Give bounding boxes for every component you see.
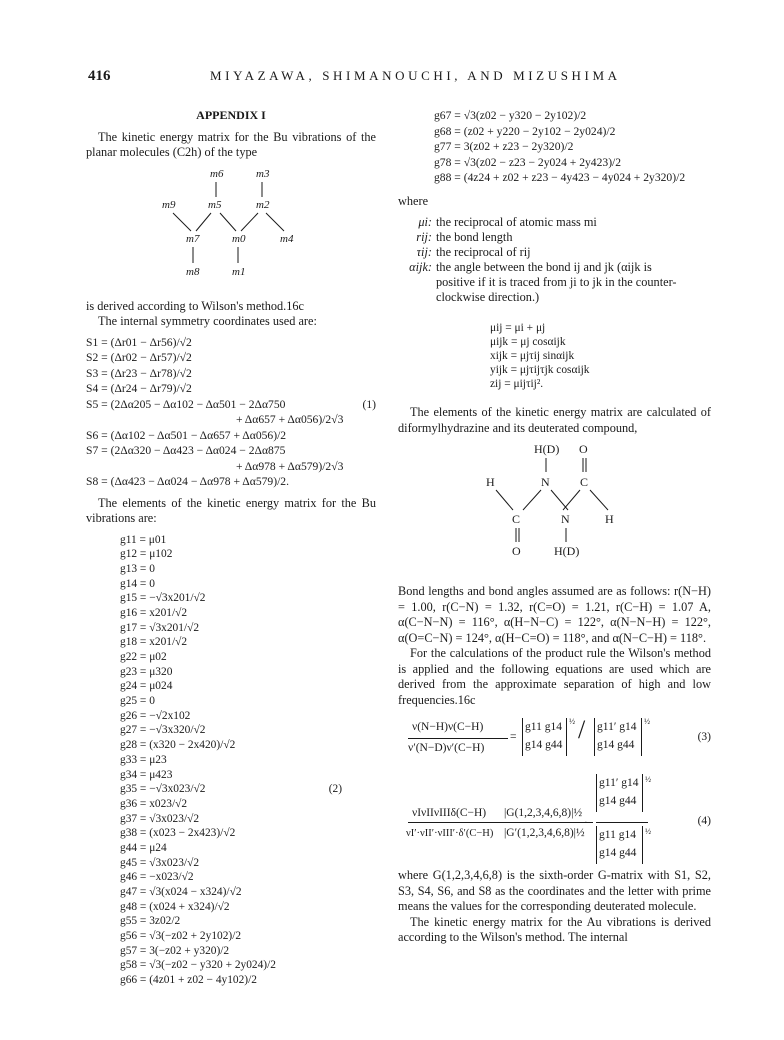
matrix-row: g11′ g14	[597, 721, 637, 733]
matrix-row: g14 g44	[597, 739, 635, 751]
g-element	[120, 782, 376, 797]
g-element: g13 = 0	[120, 562, 155, 575]
g-element: g22 = μ02	[120, 651, 167, 663]
equation-line: S4 = (Δr24 − Δr79)/√2	[86, 382, 192, 395]
definition-text: the angle between the bond ij and jk (αijk is	[436, 260, 652, 274]
g-element: g25 = 0	[120, 695, 155, 708]
atom-m9: m9	[162, 198, 176, 211]
equation-number: (2)	[328, 783, 342, 796]
definition-text: the bond length	[436, 230, 513, 244]
atom-m2: m2	[256, 198, 270, 211]
diformylhydrazine-diagram	[398, 440, 711, 578]
g-element: g68 = (z02 + y220 − 2y102 − 2y024)/2	[434, 124, 616, 138]
g-element: g56 = √3(−z02 + 2y102)/2	[120, 930, 242, 943]
mu-relations	[398, 321, 711, 391]
appendix-title: APPENDIX I	[196, 108, 266, 122]
definition	[398, 275, 711, 290]
determinant-bar	[642, 774, 643, 812]
exponent: ½	[645, 827, 651, 836]
equation-line: S8 = (Δα423 − Δα024 − Δα978 + Δα579)/2.	[86, 475, 289, 488]
g-element: g88 = (4z24 + z02 + z23 − 4y423 − 4y024 + 2y320)/2	[434, 171, 686, 184]
relation: μij = μi + μj	[490, 322, 546, 334]
g-element-text: g35 = −√3x023/√2	[120, 783, 206, 796]
atom-label: H	[605, 512, 614, 526]
eq4-g-denominator: |G′(1,2,3,4,6,8)|½	[504, 827, 585, 839]
atom-label: N	[541, 475, 550, 489]
g-element: g78 = √3(z02 − z23 − 2y024 + 2y423)/2	[434, 155, 622, 169]
atom-m3: m3	[256, 167, 270, 180]
g-element: g45 = √3x023/√2	[120, 856, 200, 869]
wilson-method-text: is derived according to Wilson's method.16c	[86, 298, 305, 313]
relation: yijk = μjτijτjk cosαijk	[490, 364, 590, 376]
atom-m6: m6	[210, 167, 224, 180]
where-label: where	[398, 193, 429, 208]
dot-sign: ·	[584, 817, 588, 829]
determinant-bar	[641, 718, 642, 756]
g-element: g26 = −√2x102	[120, 709, 191, 722]
equation-3	[398, 714, 711, 772]
equation-line	[86, 397, 376, 413]
g-element: g77 = 3(z02 + z23 − 2y320)/2	[434, 140, 574, 153]
g-element: g58 = √3(−z02 − y320 + 2y024)/2	[120, 959, 276, 972]
definition-text: the reciprocal of rij	[436, 245, 531, 259]
exponent: ½	[645, 775, 651, 784]
equation-number: (3)	[697, 731, 711, 743]
right-column	[398, 108, 711, 946]
g-element: g67 = √3(z02 − y320 − 2y102)/2	[434, 109, 587, 122]
definition-symbol: τij:	[416, 245, 432, 259]
eq4-denominator: νI′·νII′·νIII′·δ′(C−H)	[406, 828, 494, 839]
g-element: g57 = 3(−z02 + y320)/2	[120, 944, 230, 957]
definition-symbol: αijk:	[409, 260, 432, 274]
atom-label: O	[579, 442, 588, 456]
exponent: ½	[569, 717, 575, 726]
determinant-bar	[642, 826, 643, 864]
atom-m1: m1	[232, 265, 246, 278]
atom-m7: m7	[186, 232, 200, 245]
determinant-bar	[596, 774, 597, 812]
equation-line: S7 = (2Δα320 − Δα423 − Δα024 − 2Δα875	[86, 444, 286, 457]
definition-symbol: μi:	[418, 215, 432, 229]
relation: μijk = μj cosαijk	[490, 336, 566, 348]
atom-label: H(D)	[534, 442, 560, 456]
eq4-g-numerator: |G(1,2,3,4,6,8)|½	[504, 807, 583, 819]
g-element: g36 = x023/√2	[120, 797, 188, 810]
g-element: g37 = √3x023/√2	[120, 812, 200, 825]
equation-text: S5 = (2Δα205 − Δα102 − Δα501 − 2Δα750	[86, 397, 286, 411]
g-element-list-continued	[434, 108, 711, 186]
au-vibrations-paragraph: The kinetic energy matrix for the Au vibrations is derived according to the Wilson's method. The internal	[398, 914, 711, 944]
page-number: 416	[88, 68, 111, 84]
atom-label: H(D)	[554, 544, 580, 558]
matrix-row: g11 g14	[599, 829, 636, 841]
symmetry-coordinates	[86, 335, 376, 490]
g-element: g47 = √3(x024 − x324)/√2	[120, 886, 242, 898]
definition-symbol: rij:	[416, 230, 432, 244]
atom-m8: m8	[186, 265, 200, 278]
g-element: g38 = (x023 − 2x423)/√2	[120, 827, 236, 840]
equation-line: + Δα657 + Δα056)/2√3	[236, 413, 344, 426]
matrix-row: g14 g44	[599, 795, 637, 807]
g-element: g28 = (x320 − 2x420)/√2	[120, 739, 236, 752]
fraction-bar	[408, 822, 593, 823]
eq4-numerator: νIνIIνIIIδ(C−H)	[412, 807, 487, 819]
definition-text: clockwise direction.)	[436, 290, 540, 304]
calculation-paragraph: The elements of the kinetic energy matrix are calculated of diformylhydrazine and its deuterated compound,	[398, 405, 711, 435]
division-slash: /	[578, 715, 586, 744]
atom-m4: m4	[280, 232, 294, 245]
determinant-bar	[566, 718, 567, 756]
molecule-type-diagram	[86, 167, 376, 295]
atom-label: C	[580, 475, 589, 489]
determinant-bar	[596, 826, 597, 864]
determinant-bar	[594, 718, 595, 756]
product-rule-paragraph: For the calculations of the product rule the Wilson's method is applied and the following equations are used which are derived from the approximate separation of high and low frequencies.16c	[398, 646, 711, 707]
g-element: g11 = μ01	[120, 533, 167, 546]
equation-number: (4)	[697, 815, 711, 827]
definition-text: positive if it is traced from ji to jk in the counter-	[436, 275, 677, 289]
determinant-bar	[522, 718, 523, 756]
relation: zij = μijτij².	[490, 378, 544, 390]
symmetry-coords-intro: The internal symmetry coordinates used are:	[98, 314, 317, 328]
equation-line: S3 = (Δr23 − Δr78)/√2	[86, 366, 192, 380]
equation-line: S1 = (Δr01 − Δr56)/√2	[86, 335, 192, 349]
atom-label: C	[512, 512, 521, 526]
g-element: g17 = √3x201/√2	[120, 621, 200, 634]
g-element: g44 = μ24	[120, 841, 167, 854]
exponent: ½	[644, 717, 650, 726]
diagram-bonds	[86, 167, 376, 295]
atom-label: H	[486, 475, 495, 489]
equation-line: S6 = (Δα102 − Δα501 − Δα657 + Δα056)/2	[86, 428, 287, 442]
running-title: MIYAZAWA, SHIMANOUCHI, AND MIZUSHIMA	[210, 68, 621, 83]
g-element: g46 = −x023/√2	[120, 871, 194, 884]
fraction-bar	[596, 822, 648, 823]
eq3-denominator: ν′(N−D)ν′(C−H)	[408, 742, 485, 754]
equation-number: (1)	[362, 397, 376, 411]
atom-label: O	[512, 544, 521, 558]
g-element: g23 = μ320	[120, 665, 173, 678]
atom-m0: m0	[232, 232, 246, 245]
elements-intro: The elements of the kinetic energy matrix for the Bu vibrations are:	[86, 495, 376, 525]
bond-parameters-paragraph: Bond lengths and bond angles assumed are as follows: r(N−H) = 1.00, r(C−N) = 1.32, r(C=O) = 1.21, r(C−H) = 1.07 A, α(C−N−N) = 116°, α(H−N−C) = 122°, α(N−N−H) = 122°, α(O=C−N) = 124°, α(H−C=O) = 118°, and α(N−C−H) = 118°.	[398, 584, 711, 645]
g-element: g48 = (x024 + x324)/√2	[120, 900, 230, 913]
matrix-row: g11 g14	[525, 721, 562, 733]
equals-sign: =	[510, 731, 517, 743]
g-element-list	[86, 533, 376, 988]
matrix-row: g14 g44	[525, 739, 563, 751]
g-element: g15 = −√3x201/√2	[120, 592, 206, 605]
g-matrix-paragraph: where G(1,2,3,4,6,8) is the sixth-order G-matrix with S1, S2, S3, S4, S6, and S8 as the coordinates and the letter with prime means the values for the corresponding deuterated molecule.	[398, 868, 711, 913]
definition	[398, 290, 711, 305]
definitions	[398, 215, 711, 305]
atom-label: N	[561, 512, 570, 526]
g-element: g27 = −√3x320/√2	[120, 724, 206, 737]
definition	[398, 260, 711, 275]
definition	[398, 215, 711, 230]
equation-line: S2 = (Δr02 − Δr57)/√2	[86, 351, 192, 364]
definition	[398, 245, 711, 260]
eq3-numerator: ν(N−H)ν(C−H)	[412, 721, 484, 733]
g-element: g33 = μ23	[120, 753, 167, 766]
relation: xijk = μjτij sinαijk	[490, 350, 575, 362]
atom-m5: m5	[208, 198, 222, 211]
g-element: g16 = x201/√2	[120, 606, 188, 619]
g-element: g66 = (4z01 + z02 − 4y102)/2	[120, 974, 257, 987]
g-element: g18 = x201/√2	[120, 636, 188, 649]
g-element: g14 = 0	[120, 577, 155, 590]
g-element: g24 = μ024	[120, 680, 173, 693]
definition	[398, 230, 711, 245]
matrix-row: g11′ g14	[599, 777, 639, 789]
equation-line: + Δα978 + Δα579)/2√3	[236, 459, 344, 473]
matrix-row: g14 g44	[599, 847, 637, 859]
equation-4	[398, 772, 711, 868]
definition-text: the reciprocal of atomic mass mi	[436, 215, 597, 229]
fraction-bar	[408, 738, 508, 739]
page-header	[0, 68, 784, 88]
g-element: g34 = μ423	[120, 768, 173, 781]
g-element: g12 = μ102	[120, 548, 173, 561]
g-element: g55 = 3z02/2	[120, 915, 181, 928]
left-column	[86, 108, 376, 988]
intro-paragraph: The kinetic energy matrix for the Bu vibrations of the planar molecules (C2h) of the type	[86, 129, 376, 159]
